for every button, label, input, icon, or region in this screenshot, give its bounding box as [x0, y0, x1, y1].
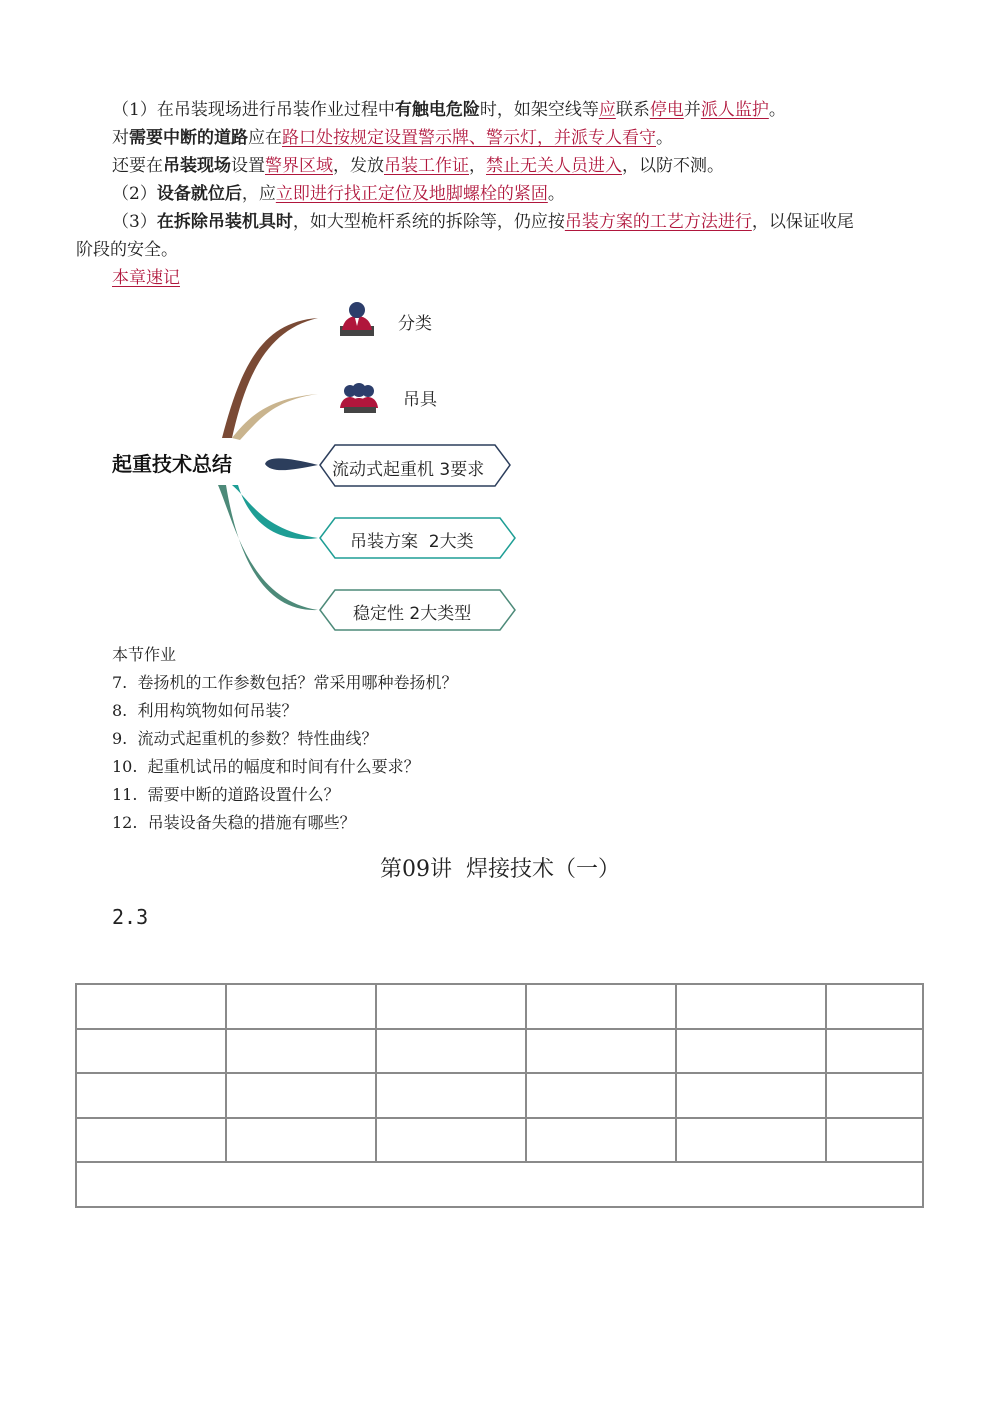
table-cell	[826, 1073, 923, 1118]
table-row	[76, 984, 923, 1029]
paragraph-5-cont	[76, 236, 178, 264]
highlight-text: 应	[598, 100, 616, 120]
branch-label-4: 吊装方案 2大类	[350, 532, 474, 552]
highlight-text: 吊装工作证	[384, 156, 469, 176]
table-cell	[76, 1029, 226, 1074]
empty-table	[75, 983, 924, 1208]
branch-label-5: 稳定性 2大类型	[353, 604, 472, 624]
highlight-text: 警界区域	[265, 156, 333, 176]
lecture-title: 第09讲 焊接技术（一）	[380, 857, 620, 882]
table-row	[76, 1162, 923, 1207]
paragraph-4	[112, 180, 565, 208]
paragraph-1	[112, 96, 786, 124]
branch-label-2: 吊具	[403, 390, 437, 410]
person-icon	[340, 302, 374, 336]
table-cell	[226, 1073, 376, 1118]
text: ，以防不测。	[622, 156, 724, 176]
highlight-text: 吊装方案的工艺方法进行	[564, 212, 752, 232]
homework-item: 8. 利用构筑物如何吊装？	[112, 701, 298, 720]
table-cell	[676, 1073, 826, 1118]
paragraph-2	[112, 124, 673, 152]
text: 应在	[248, 128, 282, 148]
chapter-note-link[interactable]	[112, 264, 180, 292]
text: 。	[547, 184, 565, 204]
bold-text: 吊装现场	[163, 156, 231, 176]
table-cell	[226, 1029, 376, 1074]
table-cell	[826, 1118, 923, 1163]
text: ，应	[241, 184, 276, 204]
table-cell	[376, 984, 526, 1029]
table-cell	[676, 1029, 826, 1074]
table-cell	[76, 1118, 226, 1163]
bold-text: 在拆除吊装机具时	[156, 212, 293, 232]
text: 联系	[615, 100, 650, 120]
text: 对	[112, 128, 129, 148]
table-row	[76, 1073, 923, 1118]
text: 设置	[231, 156, 265, 176]
table-cell	[526, 984, 676, 1029]
table-cell	[826, 984, 923, 1029]
homework-item: 9. 流动式起重机的参数？特性曲线？	[112, 729, 378, 748]
table-cell	[526, 1073, 676, 1118]
text: 。	[768, 100, 786, 120]
mindmap-root: 起重技术总结	[112, 452, 232, 476]
homework-item: 11. 需要中断的道路设置什么？	[112, 785, 340, 804]
highlight-text: 路口处按规定设置警示牌、警示灯，并派专人看守	[282, 128, 656, 148]
bold-text: 有触电危险	[394, 100, 480, 120]
branch-line-1	[222, 318, 318, 438]
bold-text: 设备就位后	[156, 184, 242, 204]
table-cell	[526, 1029, 676, 1074]
highlight-text: 停电	[649, 100, 684, 120]
table-cell	[76, 1073, 226, 1118]
paragraph-5	[112, 208, 854, 236]
table-cell	[826, 1029, 923, 1074]
branch-line-3	[265, 458, 318, 470]
section-number: 2.3	[112, 905, 149, 929]
table-cell	[376, 1073, 526, 1118]
text: （3）	[112, 212, 157, 232]
branch-label-1: 分类	[398, 314, 432, 334]
paragraph-3	[112, 152, 724, 180]
branch-line-2	[232, 394, 318, 440]
table-cell	[76, 984, 226, 1029]
table-cell	[376, 1029, 526, 1074]
table-row	[76, 1118, 923, 1163]
table-cell	[76, 1162, 923, 1207]
group-icon	[340, 383, 378, 413]
branch-label-3: 流动式起重机 3要求	[332, 460, 485, 480]
text: ，发放	[333, 156, 384, 176]
table-cell	[376, 1118, 526, 1163]
text: 并	[683, 100, 701, 120]
homework-item: 10. 起重机试吊的幅度和时间有什么要求？	[112, 757, 420, 776]
highlight-text: 立即进行找正定位及地脚螺栓的紧固	[275, 184, 548, 204]
branch-line-5	[218, 485, 318, 610]
homework-title: 本节作业	[112, 645, 177, 664]
table-row	[76, 1029, 923, 1074]
text: ，以保证收尾	[751, 212, 854, 232]
table-cell	[676, 984, 826, 1029]
table-cell	[526, 1118, 676, 1163]
table-cell	[676, 1118, 826, 1163]
homework-item: 7. 卷扬机的工作参数包括？常采用哪种卷扬机？	[112, 673, 458, 692]
text: ，	[469, 156, 486, 176]
highlight-text: 禁止无关人员进入	[486, 156, 622, 176]
branch-line-4	[232, 485, 318, 539]
bold-text: 需要中断的道路	[129, 128, 248, 148]
table-cell	[226, 1118, 376, 1163]
text: （1）在吊装现场进行吊装作业过程中	[112, 100, 395, 120]
text: 。	[656, 128, 673, 148]
text: ，如大型桅杆系统的拆除等，仍应按	[292, 212, 565, 232]
text: 阶段的安全。	[76, 240, 178, 260]
homework-item: 12. 吊装设备失稳的措施有哪些？	[112, 813, 356, 832]
text: 时，如架空线等	[479, 100, 599, 120]
highlight-text: 派人监护	[700, 100, 769, 120]
table-cell	[226, 984, 376, 1029]
chapter-note-label: 本章速记	[112, 268, 180, 288]
text: （2）	[112, 184, 157, 204]
text: 还要在	[112, 156, 163, 176]
